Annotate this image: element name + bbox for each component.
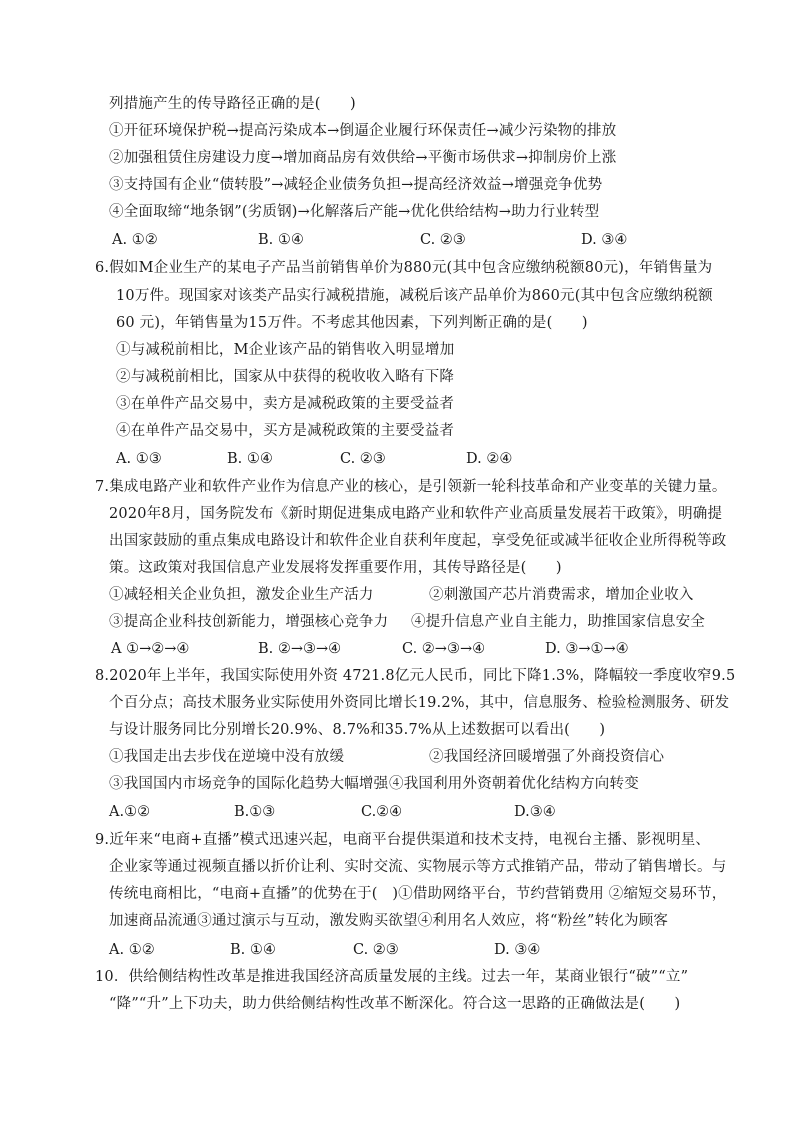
q6-option-d[interactable]: D. ②④ [466, 451, 513, 467]
q7-item-2: ②刺激国产芯片消费需求，增加企业收入 [429, 587, 694, 603]
q9-option-a[interactable]: A. ①② [109, 942, 155, 958]
q8-item-3: ③我国国内市场竞争的国际化趋势大幅增强 [109, 776, 389, 792]
q8-option-a[interactable]: A.①② [109, 804, 151, 820]
q6-option-c[interactable]: C. ②③ [340, 451, 386, 467]
q8-item-1: ①我国走出去步伐在逆境中没有放缓 [109, 749, 345, 765]
q7-option-c[interactable]: C. ②→③→④ [402, 641, 486, 657]
q9-option-d[interactable]: D. ③④ [494, 942, 541, 958]
q9-stem-line-1: 9.近年来“电商+直播”模式迅速兴起，电商平台提供渠道和技术支持，电视台主播、影视明星、 [95, 832, 711, 848]
q8-item-2: ②我国经济回暖增强了外商投资信心 [429, 749, 665, 765]
q7-option-d[interactable]: D. ③→①→④ [545, 641, 629, 657]
q7-item-4: ④提升信息产业自主能力，助推国家信息安全 [411, 614, 705, 630]
q6-stem-line-2: 10万件。现国家对该类产品实行减税措施，减税后该产品单价为860元(其中包含应缴纳税额 [116, 288, 713, 304]
q8-option-b[interactable]: B.①③ [234, 804, 276, 820]
q9-option-b[interactable]: B. ①④ [230, 942, 276, 958]
q10-stem-line-2: “降”“升”上下功夫，助力供给侧结构性改革不断深化。符合这一思路的正确做法是( ) [109, 996, 681, 1012]
q8-item-4: ④我国利用外资朝着优化结构方向转变 [389, 776, 639, 792]
q8-stem-line-1: 8.2020年上半年，我国实际使用外资 4721.8亿元人民币，同比下降1.3%，降幅较一季度收窄9.5 [95, 668, 736, 684]
q5-option-d[interactable]: D. ③④ [581, 232, 628, 248]
q9-stem-line-2: 企业家等通过视频直播以折价让利、实时交流、实物展示等方式推销产品，带动了销售增长。与 [109, 859, 727, 875]
q6-item-4: ④在单件产品交易中，买方是减税政策的主要受益者 [116, 423, 455, 439]
q9-stem-line-4: 加速商品流通③通过演示与互动，激发购买欲望④利用名人效应，将“粉丝”转化为顾客 [109, 913, 669, 929]
q9-stem-line-3: 传统电商相比，“电商+直播”的优势在于( )①借助网络平台，节约营销费用 ②缩短交易环节， [109, 886, 727, 902]
q5-item-3: ③支持国有企业“债转股”→减轻企业债务负担→提高经济效益→增强竞争优势 [109, 177, 603, 193]
q8-stem-line-3: 与设计服务同比分别增长20.9%、8.7%和35.7%从上述数据可以看出( ) [109, 722, 606, 738]
q7-item-3: ③提高企业科技创新能力，增强核心竞争力 [109, 614, 389, 630]
q6-stem-line-3: 60 元)，年销售量为15万件。不考虑其他因素，下列判断正确的是( ) [116, 315, 588, 331]
q5-item-4: ④全面取缔“地条钢”(劣质钢)→化解落后产能→优化供给结构→助力行业转型 [109, 204, 600, 220]
q6-stem-line-1: 6.假如M企业生产的某电子产品当前销售单价为880元(其中包含应缴纳税额80元)，年销售量为 [95, 260, 713, 276]
q7-option-b[interactable]: B. ②→③→④ [258, 641, 342, 657]
q6-item-1: ①与减税前相比，M企业该产品的销售收入明显增加 [116, 342, 455, 358]
q7-stem-line-1: 7.集成电路产业和软件产业作为信息产业的核心，是引领新一轮科技革命和产业变革的关键力量。 [95, 479, 727, 495]
q5-stem-tail: 列措施产生的传导路径正确的是( ) [109, 96, 356, 112]
q7-option-a[interactable]: A ①→②→④ [111, 641, 190, 657]
q8-option-d[interactable]: D.③④ [514, 804, 556, 820]
q6-item-3: ③在单件产品交易中，卖方是减税政策的主要受益者 [116, 396, 455, 412]
q5-item-1: ①开征环境保护税→提高污染成本→倒逼企业履行环保责任→减少污染物的排放 [109, 123, 617, 139]
q7-stem-line-2: 2020年8月，国务院发布《新时期促进集成电路产业和软件产业高质量发展若干政策》，明确提 [109, 506, 723, 522]
q7-stem-line-4: 策。这政策对我国信息产业发展将发挥重要作用，其传导路径是( ) [109, 560, 562, 576]
q5-item-2: ②加强租赁住房建设力度→增加商品房有效供给→平衡市场供求→抑制房价上涨 [109, 150, 617, 166]
q7-stem-line-3: 出国家鼓励的重点集成电路设计和软件企业自获利年度起，享受免征或减半征收企业所得税等政 [109, 533, 727, 549]
q6-option-a[interactable]: A. ①③ [116, 451, 162, 467]
q7-item-1: ①减轻相关企业负担，激发企业生产活力 [109, 587, 374, 603]
q10-stem-line-1: 10．供给侧结构性改革是推进我国经济高质量发展的主线。过去一年，某商业银行“破”“立” [95, 969, 689, 985]
q6-item-2: ②与减税前相比，国家从中获得的税收收入略有下降 [116, 369, 455, 385]
q8-option-c[interactable]: C.②④ [361, 804, 403, 820]
q9-option-c[interactable]: C. ②③ [353, 942, 399, 958]
q5-option-c[interactable]: C. ②③ [420, 232, 466, 248]
q6-option-b[interactable]: B. ①④ [227, 451, 273, 467]
q5-option-b[interactable]: B. ①④ [258, 232, 304, 248]
q5-option-a[interactable]: A. ①② [112, 232, 158, 248]
q8-stem-line-2: 个百分点；高技术服务业实际使用外资同比增长19.2%，其中，信息服务、检验检测服务、研发 [109, 695, 730, 711]
